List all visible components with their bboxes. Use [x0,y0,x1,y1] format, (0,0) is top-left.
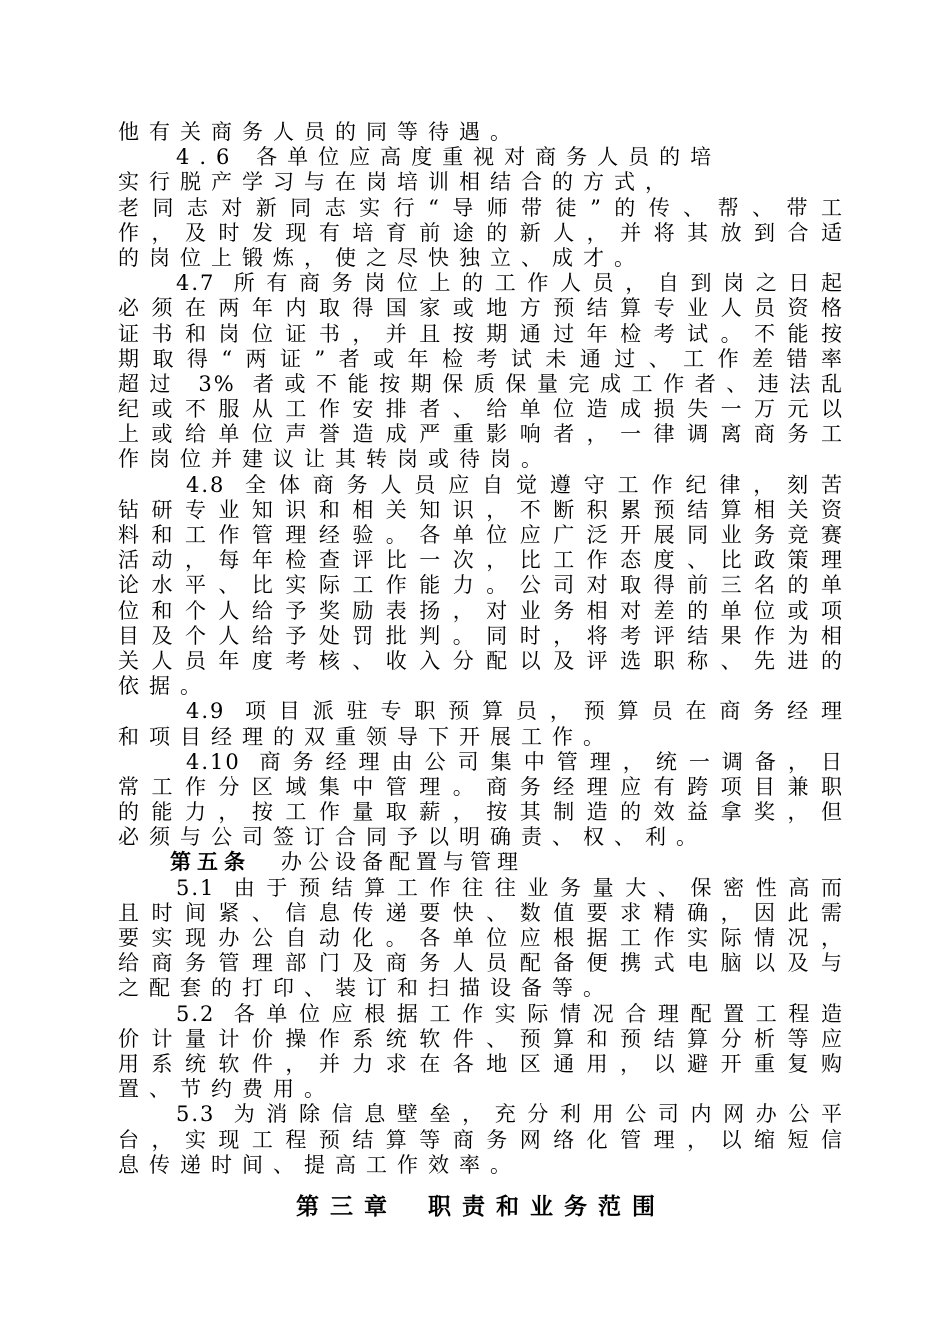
text-line: 钻研专业知识和相关知识，不断积累预结算相关资 [118,497,844,522]
text-line: 他有关商务人员的同等待遇。 [118,120,521,144]
text-line: 要实现办公自动化。各单位应根据工作实际情况， [118,926,844,950]
text-line: 依据。 [118,674,211,699]
text-line: 论水平、比实际工作能力。公司对取得前三名的单 [118,573,844,598]
text-line: 4.6 各单位应高度重视对商务人员的培 [176,145,722,170]
text-line: 作，及时发现有培育前途的新人，并将其放到合适 [118,220,844,245]
text-line: 上或给单位声誉造成严重影响者，一律调离商务工 [118,422,844,447]
text-line: 必须与公司签订合同予以明确责、权、利。 [118,825,707,850]
text-line: 活动，每年检查评比一次，比工作态度、比政策理 [118,548,844,573]
text-line: 之配套的打印、装订和扫描设备等。 [118,976,614,1001]
text-line: 作岗位并建议让其转岗或待岗。 [118,447,552,472]
article-5-title: 办公设备配置与管理 [281,850,524,875]
text-line: 用系统软件，并力求在各地区通用，以避开重复购 [118,1051,844,1076]
text-line: 的能力，按工作量取薪，按其制造的效益拿奖，但 [118,800,844,825]
section-5-body [118,876,844,1178]
text-line: 和项目经理的双重领导下开展工作。 [118,724,614,749]
text-line: 老同志对新同志实行“导师带徒”的传、帮、带工 [118,195,844,220]
text-line: 置、节约费用。 [118,1077,335,1102]
text-line: 的岗位上锻炼，使之尽快独立、成才。 [118,245,645,270]
text-line: 价计量计价操作系统软件、预算和预结算分析等应 [118,1026,844,1051]
article-5-heading [118,850,844,875]
text-line: 给商务管理部门及商务人员配备便携式电脑以及与 [118,951,844,976]
text-line: 4.9 项目派驻专职预算员，预算员在商务经理 [186,699,844,724]
text-line: 超过 3% 者或不能按期保质保量完成工作者、违法乱 [118,371,844,396]
chapter-3-title: 职责和业务范围 [428,1194,666,1220]
chapter-3-number: 第三章 [296,1194,398,1220]
text-line: 且时间紧、信息传递要快、数值要求精确，因此需 [118,900,844,925]
text-line: 纪或不服从工作安排者、给单位造成损失一万元以 [118,397,844,422]
text-line: 4.8 全体商务人员应自觉遵守工作纪律，刻苦 [186,472,844,497]
text-line: 关人员年度考核、收入分配以及评选职称、先进的 [118,648,844,673]
text-line: 证书和岗位证书，并且按期通过年检考试。不能按 [118,321,844,346]
chapter-3-heading [118,1192,844,1222]
text-line: 目及个人给予处罚批判。同时，将考评结果作为相 [118,623,844,648]
text-line: 期取得“两证”者或年检考试未通过、工作差错率 [118,346,844,371]
text-line: 必须在两年内取得国家或地方预结算专业人员资格 [118,296,844,321]
text-line: 实行脱产学习与在岗培训相结合的方式， [118,170,676,195]
text-line: 常工作分区域集中管理。商务经理应有跨项目兼职 [118,774,844,799]
article-5-number: 第五条 [170,850,251,875]
text-line: 5.1 由于预结算工作往往业务量大、保密性高而 [176,875,844,900]
text-line: 息传递时间、提高工作效率。 [118,1152,521,1177]
text-line: 位和个人给予奖励表扬，对业务相对差的单位或项 [118,598,844,623]
text-line: 料和工作管理经验。各单位应广泛开展同业务竞赛 [118,523,844,547]
section-4-continuation [118,120,844,850]
text-line: 5.2 各单位应根据工作实际情况合理配置工程造 [176,1001,844,1026]
text-line: 4.7 所有商务岗位上的工作人员，自到岗之日起 [176,271,844,296]
text-line: 台，实现工程预结算等商务网络化管理，以缩短信 [118,1127,844,1152]
text-line: 5.3 为消除信息壁垒，充分利用公司内网办公平 [176,1102,844,1127]
document-body [118,120,844,1178]
text-line: 4.10 商务经理由公司集中管理，统一调备，日 [186,749,844,774]
